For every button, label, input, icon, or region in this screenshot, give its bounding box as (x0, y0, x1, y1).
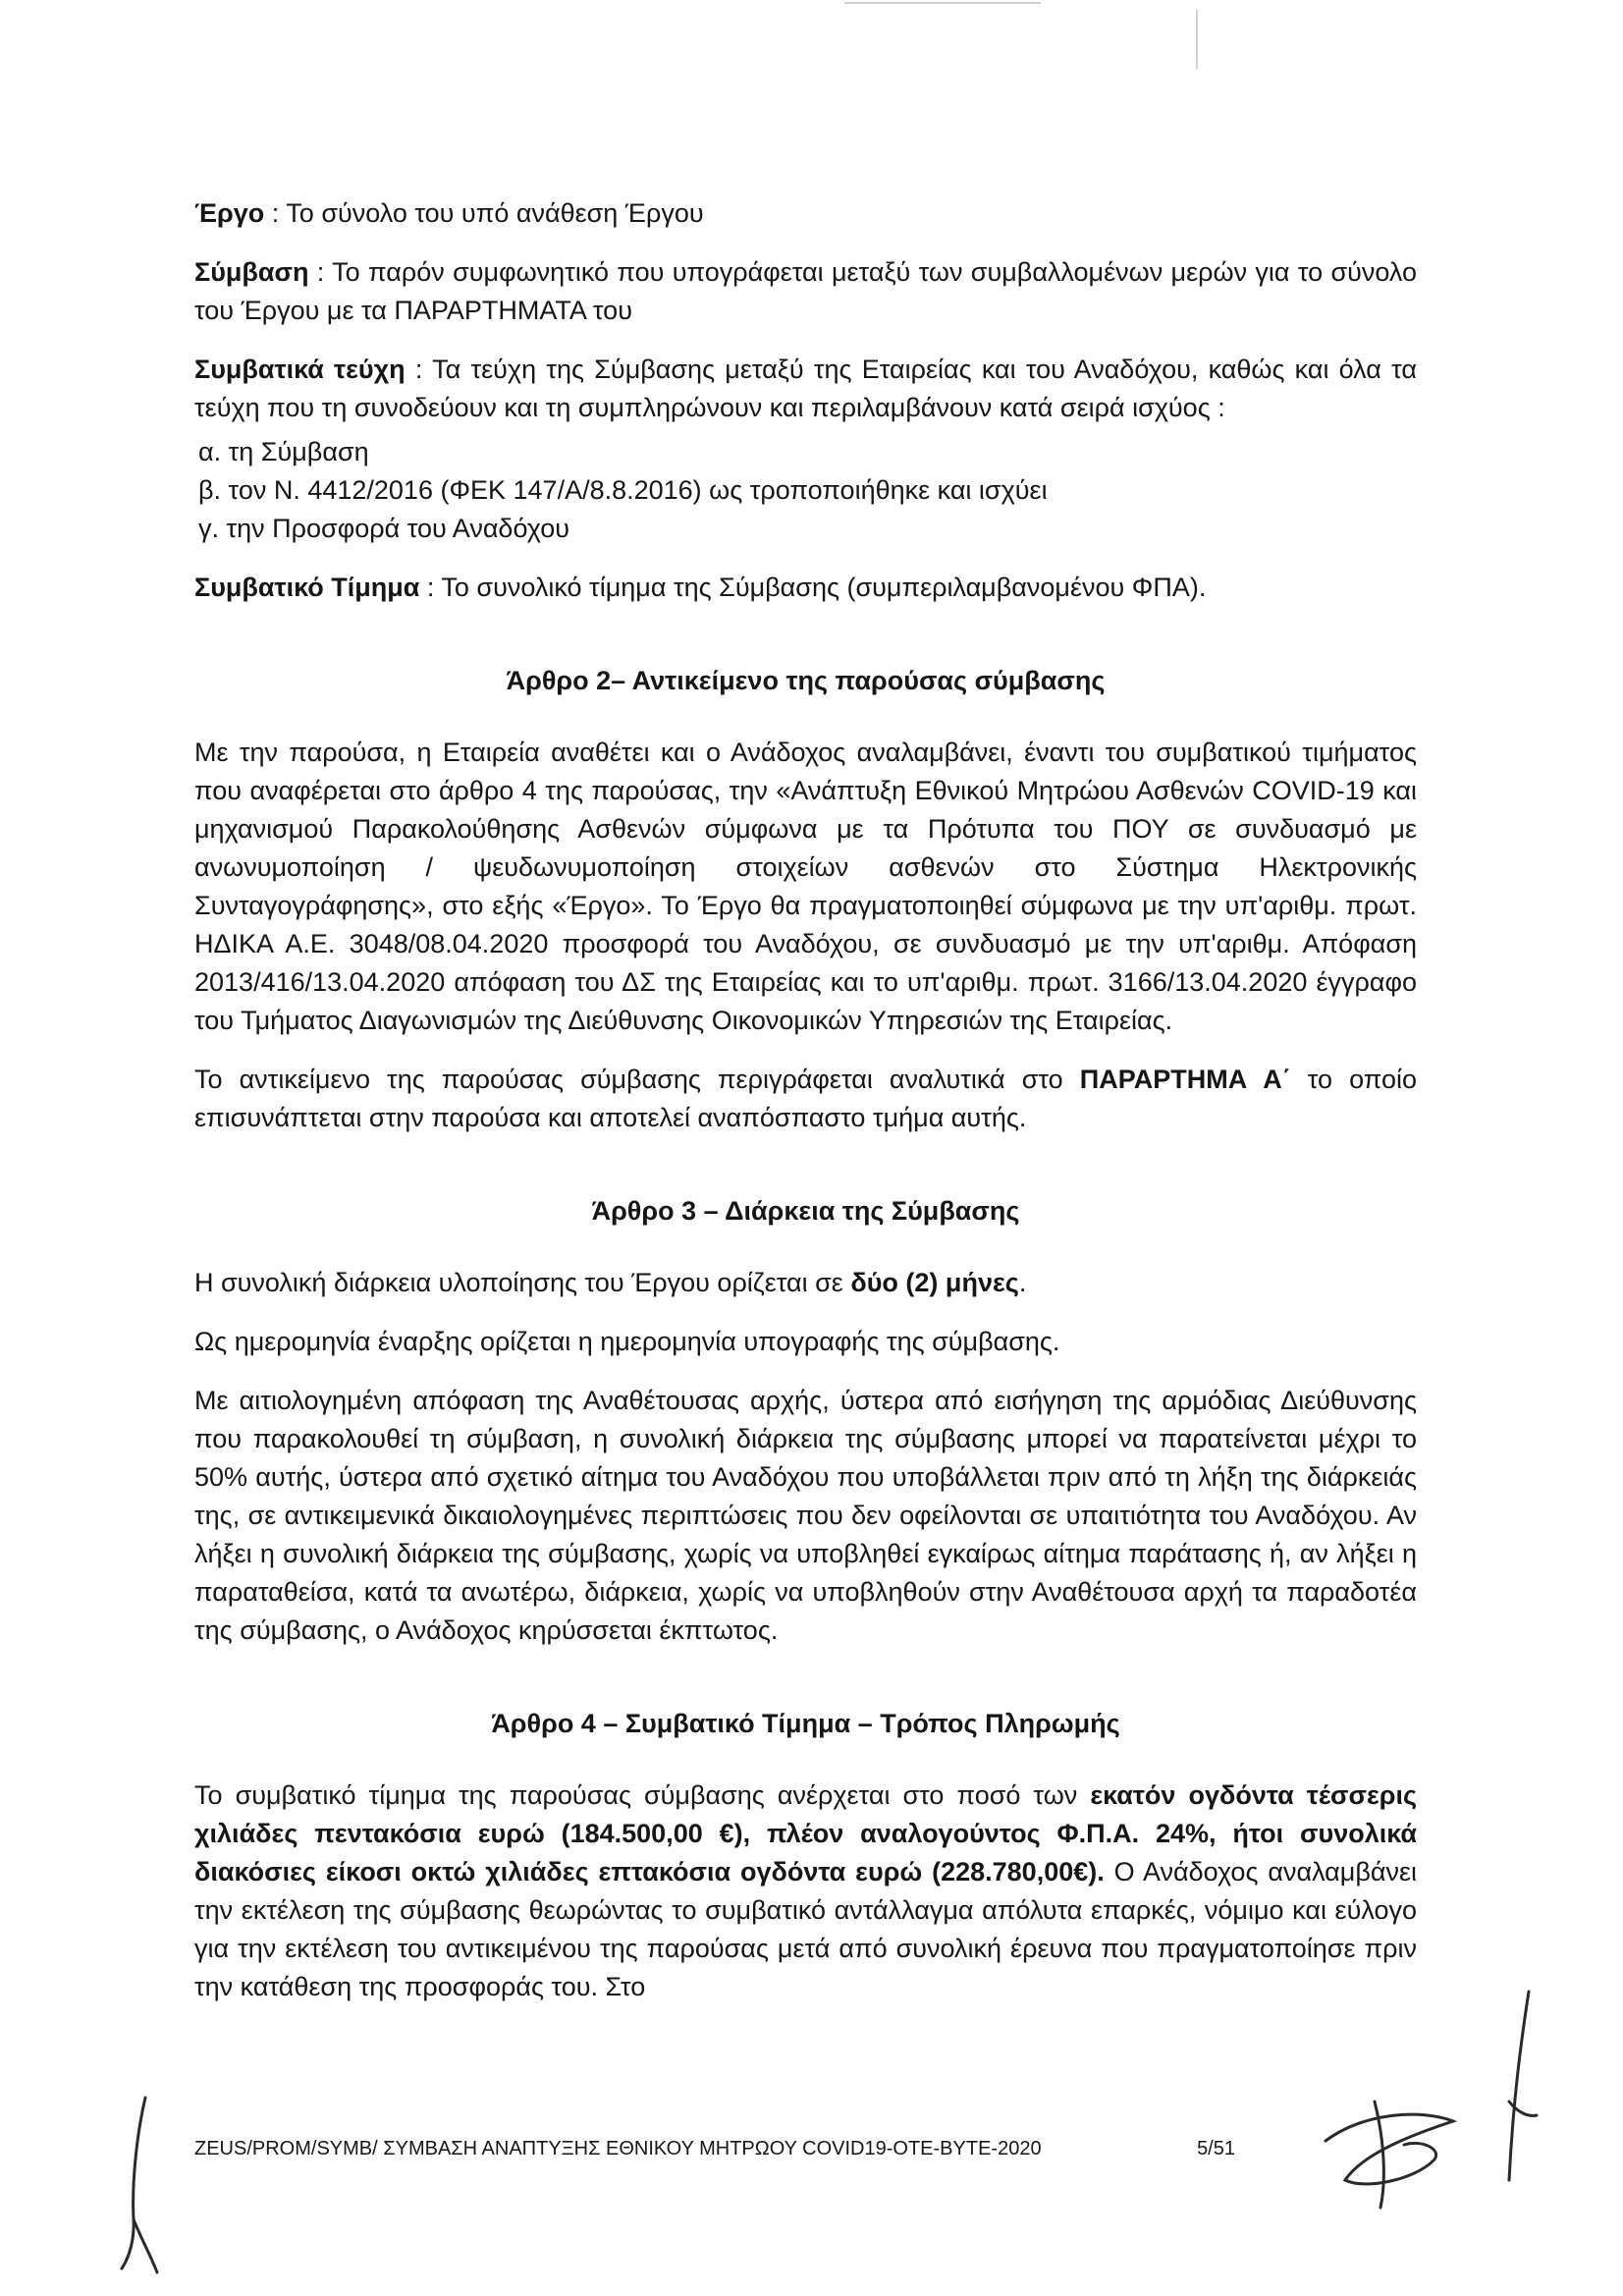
signature-center (1306, 2082, 1483, 2210)
definition-text: Το συνολικό τίμημα της Σύμβασης (συμπεριλαμβανομένου ΦΠΑ). (441, 573, 1207, 602)
footer-document-reference: ZEUS/PROM/SYMB/ ΣΥΜΒΑΣΗ ΑΝΑΠΤΥΞΗΣ ΕΘΝΙΚΟΥ ΜΗΤΡΩΟΥ COVID19-ΟΤΕ-ΒΥΤΕ-2020 (194, 2138, 1042, 2159)
article3-paragraph-3: Με αιτιολογημένη απόφαση της Αναθέτουσας αρχής, ύστερα από εισήγηση της αρμόδιας Διεύθυνσης που παρακολουθεί τη σύμβαση, η συνολική διάρκεια της σύμβασης μπορεί να παρατείνεται μέχρι το 50% αυτής, ύστερα από σχετικό αίτημα του Αναδόχου που υποβάλλεται πριν από τη λήξη της διάρκειάς της, σε αντικειμενικά δικαιολογημένες περιπτώσεις που δεν οφείλονται σε υπαιτιότητα του Αναδόχου. Αν λήξει η συνολική διάρκεια της σύμβασης, χωρίς να υποβληθεί εγκαίρως αίτημα παράτασης ή, αν λήξει η παραταθείσα, κατά τα ανωτέρω, διάρκεια, χωρίς να υποβληθούν στην Αναθέτουσα αρχή τα παραδοτέα της σύμβασης, ο Ανάδοχος κηρύσσεται έκπτωτος. (194, 1386, 1417, 1645)
article2-paragraph-2: Το αντικείμενο της παρούσας σύμβασης περιγράφεται αναλυτικά στο ΠΑΡΑΡΤΗΜΑ Α΄ το οποίο επισυνάπτεται στην παρούσα και αποτελεί αναπόσπαστο τμήμα αυτής. (194, 1065, 1417, 1132)
definition-ergo: Έργο : Το σύνολο του υπό ανάθεση Έργου (194, 198, 704, 228)
scan-edge-right (1196, 10, 1198, 69)
article3-paragraph-2: Ως ημερομηνία έναρξης ορίζεται η ημερομηνία υπογραφής της σύμβασης. (194, 1327, 1060, 1356)
definition-term: Σύμβαση (194, 257, 309, 287)
contract-price: εκατόν ογδόντα τέσσερις χιλιάδες πεντακόσια ευρώ (184.500,00 €), πλέον αναλογούντος Φ.Π.Α. 24%, ήτοι συνολικά διακόσιες είκοσι οκτώ χιλιάδες επτακόσια ογδόντα ευρώ (228.780,00€). (194, 1780, 1418, 1886)
definition-text: Το παρόν συμφωνητικό που υπογράφεται μεταξύ των συμβαλλομένων μερών για το σύνολο του Έργου με τα ΠΑΡΑΡΤΗΜΑΤΑ του (194, 257, 1417, 325)
sub-item-b: β. τον Ν. 4412/2016 (ΦΕΚ 147/Α/8.8.2016) ως τροποποιήθηκε και ισχύει (198, 475, 1048, 505)
sub-item-c: γ. την Προσφορά του Αναδόχου (198, 514, 569, 543)
definition-term: Συμβατικά τεύχη (194, 355, 406, 384)
scan-edge-top (844, 2, 1041, 4)
signature-right-initial (1488, 1984, 1546, 2190)
definition-symvasi: Σύμβαση : Το παρόν συμφωνητικό που υπογράφεται μεταξύ των συμβαλλομένων μερών για το σύνολο του Έργου με τα ΠΑΡΑΡΤΗΜΑΤΑ του (194, 257, 1417, 325)
definition-text: Τα τεύχη της Σύμβασης μεταξύ της Εταιρείας και του Αναδόχου, καθώς και όλα τα τεύχη που τη συνοδεύουν και τη συμπληρώνουν και περιλαμβάνουν κατά σειρά ισχύος : (194, 355, 1417, 422)
definition-symvatiko-timima: Συμβατικό Τίμημα : Το συνολικό τίμημα της Σύμβασης (συμπεριλαμβανομένου ΦΠΑ). (194, 573, 1207, 602)
page-footer (194, 2138, 1235, 2160)
duration-value: δύο (2) μήνες (850, 1268, 1019, 1297)
article3-heading: Άρθρο 3 – Διάρκεια της Σύμβασης (591, 1196, 1020, 1226)
definition-symvatika-tefxi: Συμβατικά τεύχη : Τα τεύχη της Σύμβασης μεταξύ της Εταιρείας και του Αναδόχου, καθώς και όλα τα τεύχη που τη συνοδεύουν και τη συμπληρώνουν και περιλαμβάνουν κατά σειρά ισχύος : (194, 355, 1417, 422)
article2-paragraph-1: Με την παρούσα, η Εταιρεία αναθέτει και ο Ανάδοχος αναλαμβάνει, έναντι του συμβατικού τιμήματος που αναφέρεται στο άρθρο 4 της παρούσας, την «Ανάπτυξη Εθνικού Μητρώου Ασθενών COVID-19 και μηχανισμού Παρακολούθησης Ασθενών σύμφωνα με τα Πρότυπα του ΠΟΥ σε συνδυασμό με ανωνυμοποίηση / ψευδωνυμοποίηση στοιχείων ασθενών στο Σύστημα Ηλεκτρονικής Συνταγογράφησης», στο εξής «Έργο». Το Έργο θα πραγματοποιηθεί σύμφωνα με την υπ'αριθμ. πρωτ. ΗΔΙΚΑ Α.Ε. 3048/08.04.2020 προσφορά του Αναδόχου, σε συνδυασμό με την υπ'αριθμ. Απόφαση 2013/416/13.04.2020 απόφαση του ΔΣ της Εταιρείας και το υπ'αριθμ. πρωτ. 3166/13.04.2020 έγγραφο του Τμήματος Διαγωνισμών της Διεύθυνσης Οικονομικών Υπηρεσιών της Εταιρείας. (194, 738, 1417, 1035)
definition-term: Έργο (194, 198, 265, 228)
document-body (194, 194, 1417, 2027)
annex-reference: ΠΑΡΑΡΤΗΜΑ Α΄ (1079, 1065, 1291, 1094)
footer-page-number: 5/51 (1197, 2138, 1235, 2159)
article3-paragraph-1: Η συνολική διάρκεια υλοποίησης του Έργου ορίζεται σε δύο (2) μήνες. (194, 1268, 1027, 1297)
article4-paragraph-1: Το συμβατικό τίμημα της παρούσας σύμβασης ανέρχεται στο ποσό των εκατόν ογδόντα τέσσερις χιλιάδες πεντακόσια ευρώ (184.500,00 €), πλέον αναλογούντος Φ.Π.Α. 24%, ήτοι συνολικά διακόσιες είκοσι οκτώ χιλιάδες επτακόσια ογδόντα ευρώ (228.780,00€). Ο Ανάδοχος αναλαμβάνει την εκτέλεση της σύμβασης θεωρώντας το συμβατικό αντάλλαγμα απόλυτα επαρκές, νόμιμο και εύλογο για την εκτέλεση του αντικειμένου της παρούσας μετά από συνολική έρευνα που πραγματοποίησε πριν την κατάθεση της προσφοράς του. Στο (194, 1780, 1418, 2001)
definition-text: Το σύνολο του υπό ανάθεση Έργου (286, 198, 704, 228)
article2-heading: Άρθρο 2– Αντικείμενο της παρούσας σύμβασης (506, 666, 1106, 695)
sub-item-a: α. τη Σύμβαση (198, 437, 369, 466)
signature-left-initial (108, 2092, 167, 2278)
definition-term: Συμβατικό Τίμημα (194, 573, 420, 602)
article4-heading: Άρθρο 4 – Συμβατικό Τίμημα – Τρόπος Πληρωμής (491, 1709, 1120, 1738)
definitions-section (194, 194, 1417, 607)
